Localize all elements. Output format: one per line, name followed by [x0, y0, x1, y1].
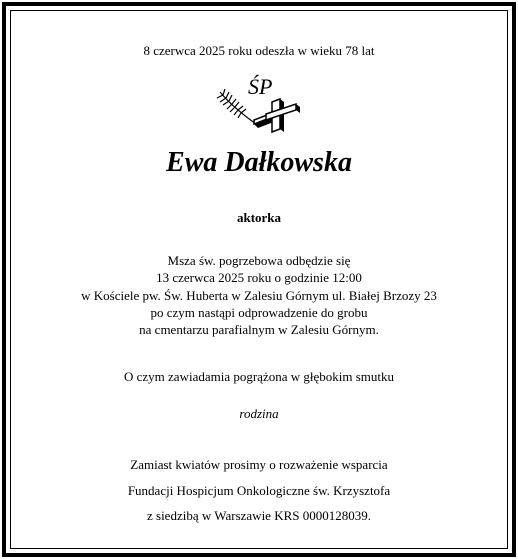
funeral-mass-line: Msza św. pogrzebowa odbędzie się	[167, 253, 351, 268]
krs-number-line: z siedzibą w Warszawie KRS 0000128039.	[146, 508, 371, 523]
cross-shape	[254, 99, 300, 132]
deceased-name: Ewa Dałkowska	[166, 147, 352, 178]
cemetery-line: na cmentarzu parafialnym w Zalesiu Górnym.	[139, 322, 379, 337]
donation-line: Zamiast kwiatów prosimy o rozważenie wsparcia	[130, 457, 388, 472]
foundation-name-line: Fundacji Hospicjum Onkologiczne św. Krzysztofa	[127, 483, 391, 498]
family-signature: rodzina	[239, 406, 279, 421]
sp-emblem-text: ŚP	[248, 74, 273, 99]
death-announcement-line: 8 czerwca 2025 roku odeszła w wieku 78 lat	[143, 43, 375, 58]
funeral-date-line: 13 czerwca 2025 roku o godzinie 12:00	[156, 270, 362, 285]
cross-with-palm-branch-icon	[214, 74, 306, 136]
profession-label: aktorka	[236, 210, 282, 225]
notice-line: O czym zawiadamia pogrążona w głębokim smutku	[123, 369, 395, 384]
church-address-line: w Kościele pw. Św. Huberta w Zalesiu Górnym ul. Białej Brzozy 23	[81, 288, 437, 303]
procession-line: po czym nastąpi odprowadzenie do grobu	[150, 305, 368, 320]
